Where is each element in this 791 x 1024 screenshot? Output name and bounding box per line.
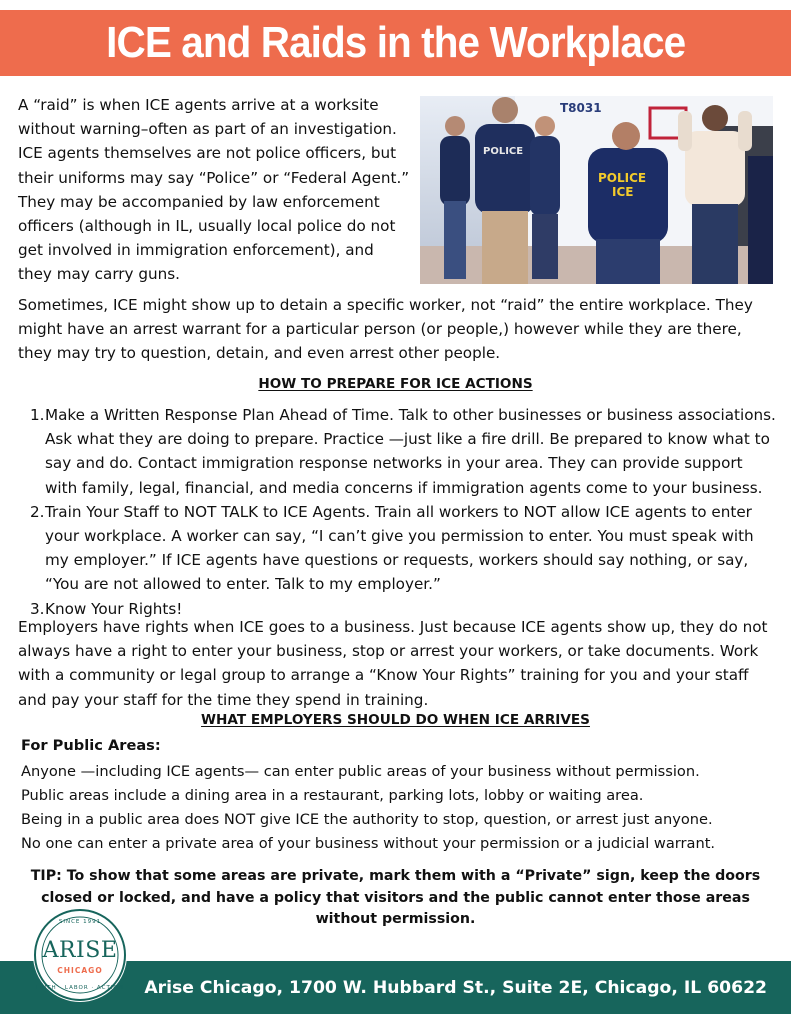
public-areas-lines — [21, 760, 781, 856]
step-number: 1. — [30, 406, 45, 424]
step-number: 2. — [30, 502, 45, 521]
photo-illustration — [420, 96, 773, 284]
step-text: Make a Written Response Plan Ahead of Time. Talk to other businesses or business associations. Ask what they are doing to prepare. Practice —just like a fire drill. Be prepared to know what to say and do. Contact immigration response networks in your area. They can provide support with family, legal, financial, and media concerns if immigration agents come to your business. — [45, 406, 776, 497]
list-item: Anyone —including ICE agents— can enter public areas of your business without permission. — [21, 763, 700, 780]
intro-paragraph: A “raid” is when ICE agents arrive at a worksite without warning–often as part of an investigation. ICE agents themselves are not police officers, but their uniforms may say “Police” or “Federal Agent.” They may be accompanied by law enforcement officers (although in IL, usually local police do not get involved in immigration enforcement), and they may carry guns. — [18, 96, 410, 284]
list-item: No one can enter a private area of your business without your permission or a judicial warrant. — [21, 835, 716, 852]
arise-chicago-logo — [33, 908, 127, 1002]
logo-since-text: SINCE 1991 — [58, 919, 102, 925]
step-text: Know Your Rights! — [45, 599, 183, 618]
step-number: 3. — [30, 599, 45, 618]
footer-address: Arise Chicago, 1700 W. Hubbard St., Suite 2E, Chicago, IL 60622 — [144, 977, 767, 998]
detain-paragraph: Sometimes, ICE might show up to detain a specific worker, not “raid” the entire workplace. They might have an arrest warrant for a particular person (or people,) however while they are there, they may try to question, detain, and even arrest other people. — [18, 296, 753, 363]
list-item — [30, 500, 778, 597]
vest-text-ice: ICE — [612, 185, 634, 199]
employers-heading: WHAT EMPLOYERS SHOULD DO WHEN ICE ARRIVES — [201, 712, 590, 728]
tip-paragraph: TIP: To show that some areas are private, mark them with a “Private” sign, keep the doors closed or locked, and have a policy that visitors and the public cannot enter those areas without permission. — [30, 868, 761, 927]
list-item: Public areas include a dining area in a restaurant, parking lots, lobby or waiting area. — [21, 787, 644, 804]
vest-text-police: POLICE — [598, 171, 647, 185]
svg-text:POLICE: POLICE — [483, 146, 524, 157]
public-areas-title: For Public Areas: — [21, 737, 161, 754]
logo-wordmark: ARISE — [42, 938, 118, 963]
prepare-steps-list — [30, 403, 778, 621]
prepare-heading: HOW TO PREPARE FOR ICE ACTIONS — [258, 376, 533, 392]
title-banner — [0, 10, 791, 76]
page-title: ICE and Raids in the Workplace — [106, 18, 685, 67]
ice-raid-photo — [420, 96, 773, 284]
rights-paragraph: Employers have rights when ICE goes to a business. Just because ICE agents show up, they do not always have a right to enter your business, stop or arrest your workers, or take documents. Work with a community or legal group to arrange a “Know Your Rights” training for you and your staff and pay your staff for the time they spend in training. — [18, 618, 768, 709]
truck-label: T8031 — [560, 101, 602, 115]
step-text: Train Your Staff to NOT TALK to ICE Agents. Train all workers to NOT allow ICE agents to enter your workplace. A worker can say, “I can’t give you permission to enter. You must speak with my employer.” If ICE agents have questions or requests, workers should say nothing, or say, “You are not allowed to enter. Talk to my employer.” — [45, 502, 754, 594]
list-item — [30, 403, 778, 500]
logo-city: CHICAGO — [57, 966, 103, 975]
list-item: Being in a public area does NOT give ICE the authority to stop, question, or arrest just anyone. — [21, 811, 713, 828]
logo-motto: FAITH · LABOR · ACTION — [36, 985, 124, 991]
